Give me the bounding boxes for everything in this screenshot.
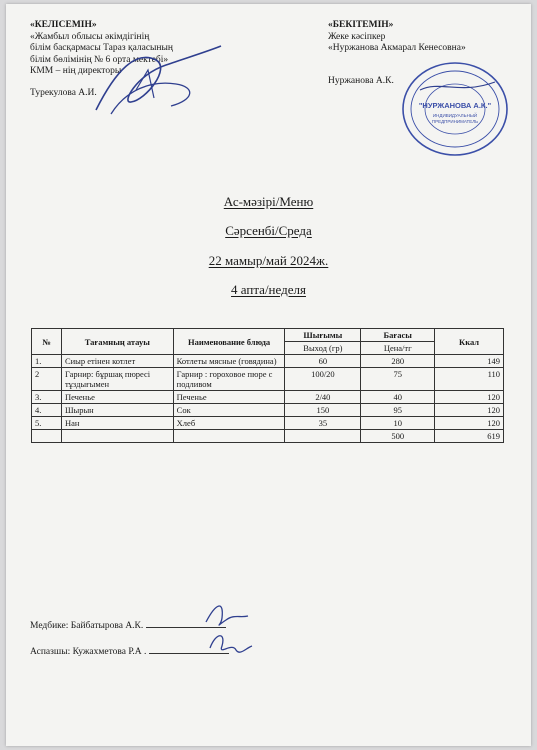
entrepreneur-line-2: «Нуржанова Акмарал Кенесовна» xyxy=(328,43,466,53)
total-kcal: 619 xyxy=(435,430,504,443)
row-name-kz: Гарнир: бұршақ пюресі тұздығымен xyxy=(61,368,173,391)
approved-heading: «БЕКІТЕМІН» xyxy=(328,20,394,30)
row-name-kz: Сиыр етінен котлет xyxy=(61,355,173,368)
row-kcal: 120 xyxy=(435,404,504,417)
row-name-kz: Шырын xyxy=(61,404,173,417)
row-name-ru: Сок xyxy=(173,404,285,417)
row-kcal: 120 xyxy=(435,391,504,404)
cook-name: Аспазшы: Кужахметова Р.А . xyxy=(30,647,147,657)
date-title: 22 мамыр/май 2024ж. xyxy=(208,253,329,268)
stamp-center-text: "НУРЖАНОВА А.К." xyxy=(418,101,492,110)
row-num: 2 xyxy=(32,368,62,391)
stamp-sub-text-2: ПРЕДПРИНИМАТЕЛЬ xyxy=(431,119,479,124)
table-row xyxy=(32,404,504,417)
row-name-kz: Нан xyxy=(61,417,173,430)
row-num: 3. xyxy=(32,391,62,404)
row-num: 4. xyxy=(32,404,62,417)
menu-table xyxy=(31,328,504,443)
table-row xyxy=(32,355,504,368)
row-num: 1. xyxy=(32,355,62,368)
header-price: Бағасы xyxy=(361,329,435,342)
row-name-ru: Хлеб xyxy=(173,417,285,430)
official-stamp xyxy=(400,60,510,158)
row-name-kz: Печенье xyxy=(61,391,173,404)
weekday-title: Сәрсенбі/Среда xyxy=(225,223,312,238)
staff-signatures xyxy=(196,598,256,664)
director-signature xyxy=(76,40,226,120)
row-price: 40 xyxy=(361,391,435,404)
table-row xyxy=(32,417,504,430)
header-kcal: Ккал xyxy=(435,329,504,355)
header-name-kz: Тағамның атауы xyxy=(61,329,173,355)
row-price: 10 xyxy=(361,417,435,430)
header-name-ru: Наименование блюда xyxy=(173,329,285,355)
org-line-2: білім басқармасы Тараз қаласының xyxy=(30,43,173,53)
row-name-ru: Котлеты мясные (говядина) xyxy=(173,355,285,368)
row-name-ru: Печенье xyxy=(173,391,285,404)
org-line-1: «Жамбыл облысы әкімдігінің xyxy=(30,31,150,42)
row-name-ru: Гарнир : гороховое пюре с подливом xyxy=(173,368,285,391)
document-page xyxy=(6,4,531,746)
row-output: 100/20 xyxy=(285,368,361,391)
row-kcal: 110 xyxy=(435,368,504,391)
table-total-row xyxy=(32,430,504,443)
menu-title: Ас-мәзірі/Меню xyxy=(223,194,314,209)
org-line-4: КММ – нің директоры xyxy=(30,66,122,76)
row-price: 75 xyxy=(361,368,435,391)
left-signer-name: Турекулова А.И. xyxy=(30,87,97,98)
week-title: 4 апта/неделя xyxy=(231,282,306,297)
nurse-name: Медбике: Байбатырова А.К. xyxy=(30,621,144,631)
header-price-sub: Цена/тг xyxy=(361,342,435,355)
right-signer-name: Нуржанова А.К. xyxy=(328,75,394,86)
entrepreneur-line-1: Жеке кәсіпкер xyxy=(328,31,386,42)
row-kcal: 120 xyxy=(435,417,504,430)
table-row xyxy=(32,391,504,404)
agreed-heading: «КЕЛІСЕМІН» xyxy=(30,20,97,30)
total-price: 500 xyxy=(361,430,435,443)
header-output: Шығымы xyxy=(285,329,361,342)
row-kcal: 149 xyxy=(435,355,504,368)
row-num: 5. xyxy=(32,417,62,430)
row-output: 35 xyxy=(285,417,361,430)
row-price: 280 xyxy=(361,355,435,368)
table-row xyxy=(32,368,504,391)
org-line-3: білім бөлімінің № 6 орта мектебі» xyxy=(30,54,169,65)
header-output-sub: Выход (гр) xyxy=(285,342,361,355)
row-output: 2/40 xyxy=(285,391,361,404)
header-num: № xyxy=(32,329,62,355)
table-header-row xyxy=(32,329,504,342)
row-output: 150 xyxy=(285,404,361,417)
row-price: 95 xyxy=(361,404,435,417)
row-output: 60 xyxy=(285,355,361,368)
stamp-sub-text-1: ИНДИВИДУАЛЬНЫЙ xyxy=(432,113,478,118)
